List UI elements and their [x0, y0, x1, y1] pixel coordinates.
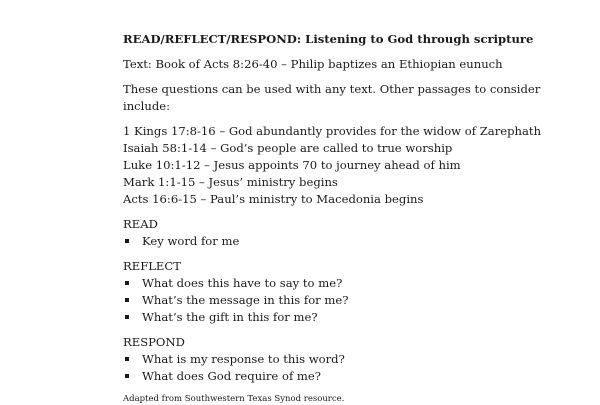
- passage-list: [123, 123, 583, 208]
- list-item: [123, 351, 583, 368]
- list-item: [123, 292, 583, 309]
- section-heading-reflect: REFLECT: [123, 259, 182, 273]
- list-item-text: What does this have to say to me?: [142, 276, 343, 290]
- bullet-icon: [125, 315, 129, 319]
- passage-item: Luke 10:1-12 – Jesus appoints 70 to journey ahead of him: [123, 158, 461, 172]
- passage-item: 1 Kings 17:8-16 – God abundantly provides for the widow of Zarephath: [123, 124, 542, 138]
- scripture-text-line: Text: Book of Acts 8:26-40 – Philip baptizes an Ethiopian eunuch: [123, 57, 503, 71]
- list-item-text: What does God require of me?: [142, 369, 322, 383]
- bullet-icon: [125, 298, 129, 302]
- passage-item: Mark 1:1-15 – Jesus’ ministry begins: [123, 175, 338, 189]
- intro-line: These questions can be used with any text. Other passages to consider: [123, 82, 541, 96]
- list-item: [123, 233, 583, 250]
- reflect-list: [123, 275, 583, 326]
- intro-line: include:: [123, 99, 171, 113]
- bullet-icon: [125, 357, 129, 361]
- document-title: READ/REFLECT/RESPOND: Listening to God through scripture: [123, 32, 534, 46]
- list-item-text: Key word for me: [142, 234, 240, 248]
- bullet-icon: [125, 281, 129, 285]
- list-item: [123, 309, 583, 326]
- intro-paragraph: [123, 81, 583, 115]
- document-page: [123, 31, 583, 405]
- list-item: [123, 368, 583, 385]
- section-heading-read: READ: [123, 217, 158, 231]
- section-heading-respond: RESPOND: [123, 335, 185, 349]
- respond-list: [123, 351, 583, 385]
- read-list: [123, 233, 583, 250]
- bullet-icon: [125, 374, 129, 378]
- attribution-footer: Adapted from Southwestern Texas Synod resource.: [123, 394, 345, 404]
- passage-item: Acts 16:6-15 – Paul’s ministry to Macedonia begins: [123, 192, 424, 206]
- list-item-text: What is my response to this word?: [142, 352, 345, 366]
- list-item-text: What’s the message in this for me?: [142, 293, 349, 307]
- list-item-text: What’s the gift in this for me?: [142, 310, 318, 324]
- list-item: [123, 275, 583, 292]
- bullet-icon: [125, 239, 129, 243]
- passage-item: Isaiah 58:1-14 – God’s people are called to true worship: [123, 141, 453, 155]
